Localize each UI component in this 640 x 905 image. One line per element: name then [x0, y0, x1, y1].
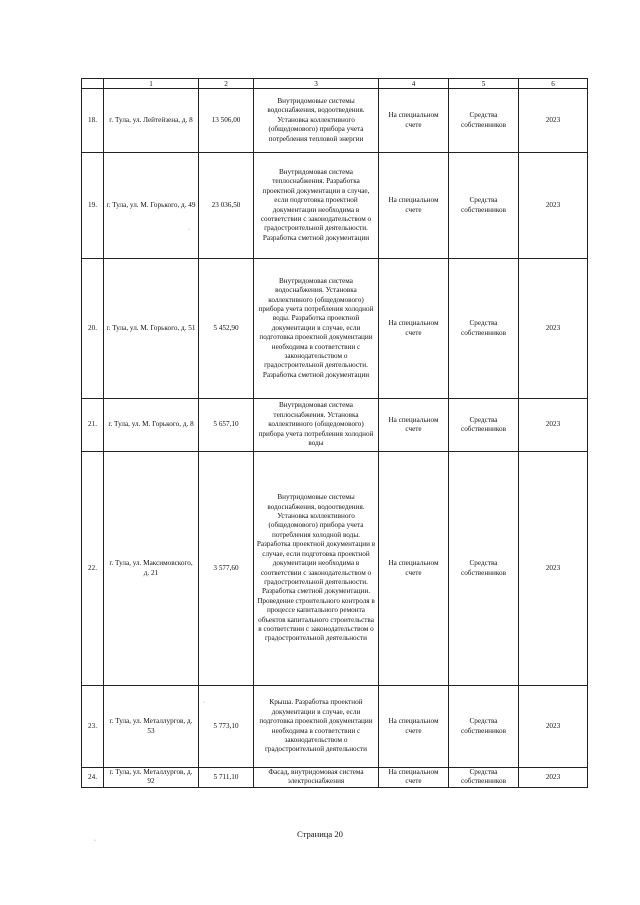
- table-row: [82, 768, 588, 788]
- amount-cell: 13 506,00: [199, 89, 254, 153]
- funding-source-cell: Средства собственников: [449, 89, 519, 153]
- amount-cell: 5 657,10: [199, 399, 254, 452]
- header-cell-2: 2: [199, 79, 254, 89]
- account-cell: На специальном счете: [379, 153, 449, 259]
- works-table: [81, 78, 588, 788]
- table-row: [82, 89, 588, 153]
- works-cell: Фасад, внутридомовая система электроснабжения: [254, 768, 379, 788]
- table-row: [82, 259, 588, 399]
- table-row: [82, 452, 588, 686]
- year-cell: 2023: [519, 768, 588, 788]
- works-cell: Внутридомовая система теплоснабжения. Разработка проектной документации в случае, если подготовка проектной документации необходима в соответствии с законодательством о градостроительной деятельности. Разработка сметной документации: [254, 153, 379, 259]
- table-row: [82, 153, 588, 259]
- header-cell-4: 4: [379, 79, 449, 89]
- account-cell: На специальном счете: [379, 686, 449, 768]
- scan-speck: ·: [203, 700, 205, 706]
- works-cell: Крыша. Разработка проектной документации в случае, если подготовка проектной документации необходима в соответствии с законодательством о градостроительной деятельности: [254, 686, 379, 768]
- address-cell: г. Тула, ул. М. Горького, д. 51: [104, 259, 199, 399]
- amount-cell: 5 452,90: [199, 259, 254, 399]
- scan-speck: ·: [188, 227, 190, 233]
- year-cell: 2023: [519, 399, 588, 452]
- address-cell: г. Тула, ул. Максимовского, д. 21: [104, 452, 199, 686]
- funding-source-cell: Средства собственников: [449, 153, 519, 259]
- address-cell: г. Тула, ул. М. Горького, д. 8: [104, 399, 199, 452]
- header-cell-blank: [82, 79, 104, 89]
- works-cell: Внутридомовые системы водоснабжения, водоотведения. Установка коллективного (общедомового) прибора учета потребления холодной воды. Разработка проектной документации в случае, если подготовка проектной документации необходима в соответствии с законодательством о градостроительной деятельности. Разработка сметной документации. Проведение строительного контроля в процессе капитального ремонта объектов капитального строительства в соответствии с законодательством о градостроительной деятельности: [254, 452, 379, 686]
- address-cell: г. Тула, ул. М. Горького, д. 49: [104, 153, 199, 259]
- funding-source-cell: Средства собственников: [449, 452, 519, 686]
- works-cell: Внутридомовая система водоснабжения. Установка коллективного (общедомового) прибора учета потребления холодной воды. Разработка проектной документации в случае, если подготовка проектной документации необходима в соответствии с законодательством о градостроительной деятельности. Разработка сметной документации: [254, 259, 379, 399]
- funding-source-cell: Средства собственников: [449, 768, 519, 788]
- year-cell: 2023: [519, 89, 588, 153]
- works-cell: Внутридомовые системы водоснабжения, водоотведения. Установка коллективного (общедомового) прибора учета потребления тепловой энергии: [254, 89, 379, 153]
- funding-source-cell: Средства собственников: [449, 686, 519, 768]
- table-row: [82, 686, 588, 768]
- account-cell: На специальном счете: [379, 399, 449, 452]
- row-number: 24.: [82, 768, 104, 788]
- year-cell: 2023: [519, 259, 588, 399]
- account-cell: На специальном счете: [379, 768, 449, 788]
- page-number-footer: Страница 20: [297, 829, 343, 839]
- column-number-header: [82, 79, 588, 89]
- amount-cell: 5 773,10: [199, 686, 254, 768]
- row-number: 20.: [82, 259, 104, 399]
- header-cell-5: 5: [449, 79, 519, 89]
- amount-cell: 5 711,10: [199, 768, 254, 788]
- amount-cell: 3 577,60: [199, 452, 254, 686]
- account-cell: На специальном счете: [379, 89, 449, 153]
- works-cell: Внутридомовая система теплоснабжения. Установка коллективного (общедомового) прибора учета потребления холодной воды: [254, 399, 379, 452]
- address-cell: г. Тула, ул. Лейтейзена, д. 8: [104, 89, 199, 153]
- account-cell: На специальном счете: [379, 259, 449, 399]
- year-cell: 2023: [519, 686, 588, 768]
- row-number: 22.: [82, 452, 104, 686]
- table-row: [82, 399, 588, 452]
- amount-cell: 23 036,50: [199, 153, 254, 259]
- header-cell-6: 6: [519, 79, 588, 89]
- account-cell: На специальном счете: [379, 452, 449, 686]
- funding-source-cell: Средства собственников: [449, 259, 519, 399]
- address-cell: г. Тула, ул. Металлургов, д. 92: [104, 768, 199, 788]
- funding-source-cell: Средства собственников: [449, 399, 519, 452]
- row-number: 21.: [82, 399, 104, 452]
- header-cell-3: 3: [254, 79, 379, 89]
- row-number: 23.: [82, 686, 104, 768]
- address-cell: г. Тула, ул. Металлургов, д. 53: [104, 686, 199, 768]
- row-number: 18.: [82, 89, 104, 153]
- year-cell: 2023: [519, 153, 588, 259]
- header-cell-1: 1: [104, 79, 199, 89]
- scan-speck: ·: [94, 838, 96, 844]
- year-cell: 2023: [519, 452, 588, 686]
- row-number: 19.: [82, 153, 104, 259]
